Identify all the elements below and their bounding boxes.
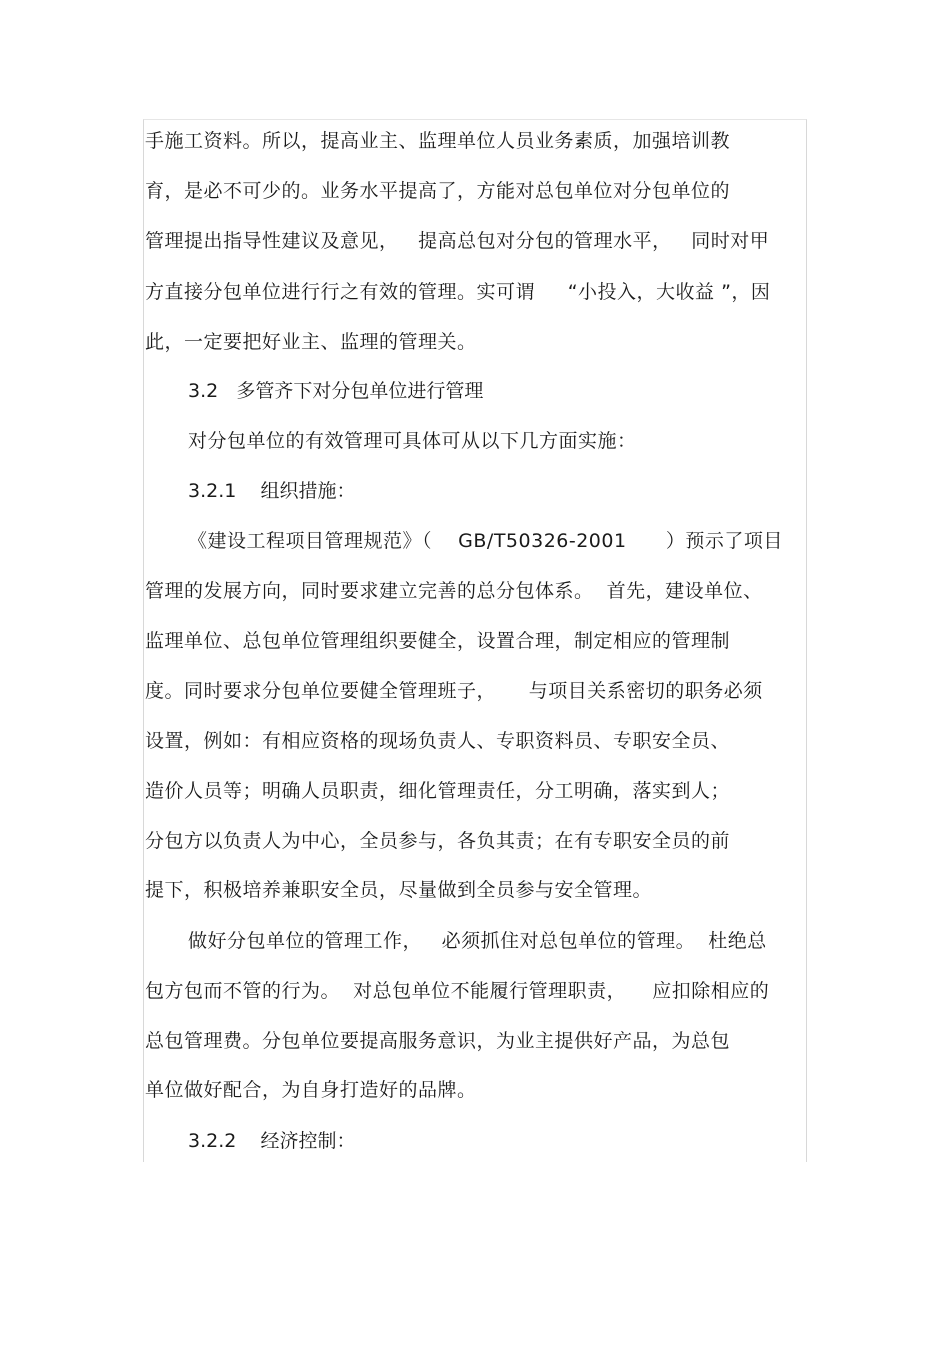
paragraph-line: 管理的发展方向，同时要求建立完善的总分包体系。 首先，建设单位、: [145, 580, 763, 602]
paragraph-line: 方直接分包单位进行行之有效的管理。实可谓 “小投入，大收益 ”，因: [145, 281, 771, 303]
section-heading-3-2-1: 3.2.1 组织措施：: [188, 480, 356, 502]
paragraph-line: 度。同时要求分包单位要健全管理班子， 与项目关系密切的职务必须: [145, 680, 763, 702]
paragraph-line: 此，一定要把好业主、监理的管理关。: [145, 331, 477, 353]
paragraph-line: 分包方以负责人为中心，全员参与，各负其责；在有专职安全员的前: [145, 830, 731, 852]
paragraph-line: 育，是必不可少的。业务水平提高了，方能对总包单位对分包单位的: [145, 180, 731, 202]
paragraph-line: 做好分包单位的管理工作， 必须抓住对总包单位的管理。 杜绝总: [188, 930, 767, 952]
paragraph-line: 管理提出指导性建议及意见， 提高总包对分包的管理水平， 同时对甲: [145, 230, 770, 252]
paragraph-line: 总包管理费。分包单位要提高服务意识，为业主提供好产品，为总包: [145, 1030, 731, 1052]
section-heading-3-2: 3.2 多管齐下对分包单位进行管理: [188, 380, 484, 402]
section-heading-3-2-2: 3.2.2 经济控制：: [188, 1130, 356, 1152]
paragraph-line: 造价人员等；明确人员职责，细化管理责任，分工明确，落实到人；: [145, 780, 731, 802]
paragraph-line: 设置，例如：有相应资格的现场负责人、专职资料员、专职安全员、: [145, 730, 731, 752]
paragraph-line: 对分包单位的有效管理可具体可从以下几方面实施：: [188, 430, 637, 452]
paragraph-line: 监理单位、总包单位管理组织要健全，设置合理，制定相应的管理制: [145, 630, 731, 652]
paragraph-line: 提下，积极培养兼职安全员，尽量做到全员参与安全管理。: [145, 879, 653, 901]
paragraph-line: 《建设工程项目管理规范》（ GB/T50326-2001 ）预示了项目: [188, 530, 783, 552]
paragraph-line: 单位做好配合，为自身打造好的品牌。: [145, 1079, 477, 1101]
paragraph-line: 包方包而不管的行为。 对总包单位不能履行管理职责， 应扣除相应的: [145, 980, 770, 1002]
paragraph-line: 手施工资料。所以，提高业主、监理单位人员业务素质，加强培训教: [145, 130, 731, 152]
